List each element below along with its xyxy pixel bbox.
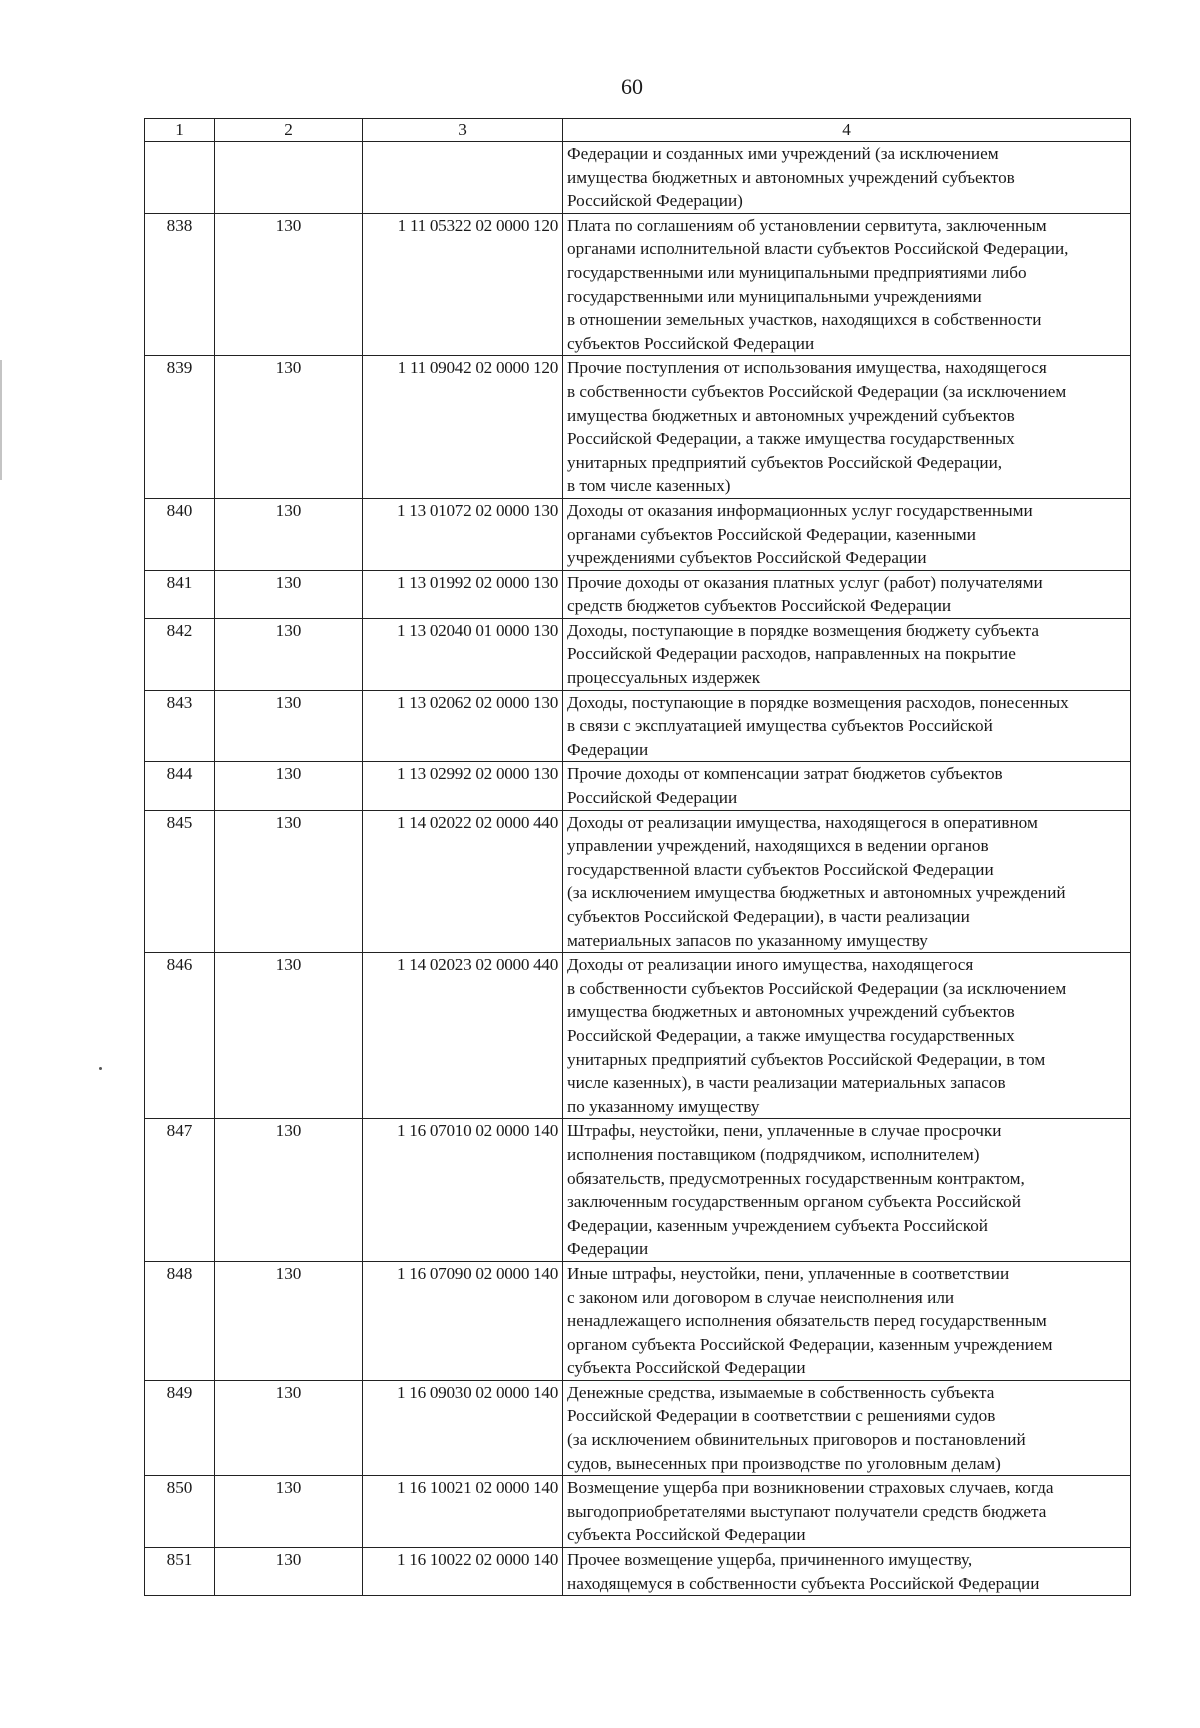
description-line: Прочие поступления от использования имущества, находящегося: [567, 358, 1047, 378]
budget-classification-code: 1 11 05322 02 0000 120: [363, 213, 563, 356]
budget-classification-code: 1 16 09030 02 0000 140: [363, 1380, 563, 1475]
row-type-code: 130: [215, 762, 363, 810]
revenue-description: [563, 762, 1131, 810]
description-line: в собственности субъектов Российской Федерации (за исключением: [567, 381, 1067, 401]
budget-classification-code: 1 16 07010 02 0000 140: [363, 1119, 563, 1262]
row-type-code: 130: [215, 1380, 363, 1475]
description-line: Штрафы, неустойки, пени, уплаченные в случае просрочки: [567, 1121, 1002, 1141]
description-line: органами субъектов Российской Федерации, казенными: [567, 524, 976, 544]
row-type-code: 130: [215, 213, 363, 356]
description-line: имущества бюджетных и автономных учреждений субъектов: [567, 1002, 1015, 1022]
table-row: [145, 953, 1131, 1119]
description-line: Прочие доходы от компенсации затрат бюджетов субъектов: [567, 764, 1003, 784]
table-row: [145, 498, 1131, 570]
description-line: унитарных предприятий субъектов Российской Федерации,: [567, 452, 1003, 472]
table-row: [145, 1476, 1131, 1548]
description-line: Федерации и созданных ими учреждений (за исключением: [567, 144, 999, 163]
revenue-description: [563, 570, 1131, 618]
description-line: Денежные средства, изымаемые в собственность субъекта: [567, 1382, 995, 1402]
description-line: Федерации, казенным учреждением субъекта Российской: [567, 1215, 988, 1235]
continuation-description: [563, 142, 1131, 214]
description-line: государственными или муниципальными предприятиями либо: [567, 262, 1027, 282]
revenue-description: [563, 618, 1131, 690]
description-line: имущества бюджетных и автономных учреждений субъектов: [567, 167, 1015, 187]
description-line: (за исключением обвинительных приговоров и постановлений: [567, 1430, 1026, 1450]
description-line: Плата по соглашениям об установлении сервитута, заключенным: [567, 215, 1047, 235]
table-row-continuation: [145, 142, 1131, 214]
description-line: Российской Федерации): [567, 191, 743, 211]
description-line: Возмещение ущерба при возникновении страховых случаев, когда: [567, 1478, 1054, 1498]
budget-classification-code: 1 16 07090 02 0000 140: [363, 1261, 563, 1380]
description-line: в собственности субъектов Российской Федерации (за исключением: [567, 978, 1067, 998]
row-number: 851: [145, 1548, 215, 1596]
description-line: Прочие доходы от оказания платных услуг (работ) получателями: [567, 572, 1043, 592]
description-line: субъектов Российской Федерации), в части реализации: [567, 907, 970, 926]
table-row: [145, 1548, 1131, 1596]
description-line: средств бюджетов субъектов Российской Федерации: [567, 596, 952, 616]
row-type-code: 130: [215, 1476, 363, 1548]
scan-margin-dot: [99, 1067, 102, 1070]
budget-classification-code: 1 13 01992 02 0000 130: [363, 570, 563, 618]
description-line: (за исключением имущества бюджетных и автономных учреждений: [567, 883, 1066, 903]
row-type-code: 130: [215, 810, 363, 953]
row-number: 844: [145, 762, 215, 810]
description-line: выгодоприобретателями выступают получатели средств бюджета: [567, 1501, 1047, 1521]
revenue-description: [563, 1380, 1131, 1475]
budget-classification-code: 1 16 10021 02 0000 140: [363, 1476, 563, 1548]
description-line: Российской Федерации: [567, 788, 738, 808]
description-line: Федерации: [567, 1239, 649, 1259]
description-line: управлении учреждений, находящихся в ведении органов: [567, 836, 989, 856]
row-number: 849: [145, 1380, 215, 1475]
description-line: Доходы от реализации имущества, находящегося в оперативном: [567, 812, 1038, 832]
row-number: 842: [145, 618, 215, 690]
description-line: по указанному имуществу: [567, 1096, 760, 1116]
row-type-code: 130: [215, 1261, 363, 1380]
description-line: процессуальных издержек: [567, 668, 761, 688]
row-type-code: 130: [215, 618, 363, 690]
revenue-description: [563, 810, 1131, 953]
row-number: 848: [145, 1261, 215, 1380]
table-header-row: [145, 119, 1131, 142]
description-line: Прочее возмещение ущерба, причиненного имуществу,: [567, 1550, 973, 1570]
description-line: ненадлежащего исполнения обязательств перед государственным: [567, 1311, 1047, 1331]
row-number: 839: [145, 356, 215, 499]
description-line: судов, вынесенных при производстве по уголовным делам): [567, 1453, 1001, 1473]
table-row: [145, 213, 1131, 356]
description-line: органом субъекта Российской Федерации, казенным учреждением: [567, 1334, 1053, 1354]
column-header: 4: [563, 119, 1131, 142]
description-line: заключенным государственным органом субъекта Российской: [567, 1192, 1021, 1212]
row-type-code: 130: [215, 570, 363, 618]
page-number: 60: [621, 74, 643, 99]
description-line: Доходы от реализации иного имущества, находящегося: [567, 955, 974, 975]
budget-classification-code: 1 11 09042 02 0000 120: [363, 356, 563, 499]
revenue-description: [563, 356, 1131, 499]
table-row: [145, 690, 1131, 762]
description-line: Российской Федерации, а также имущества государственных: [567, 429, 1015, 449]
row-number: 846: [145, 953, 215, 1119]
row-number: 840: [145, 498, 215, 570]
row-number: 845: [145, 810, 215, 953]
row-type-code: 130: [215, 356, 363, 499]
table-row: [145, 762, 1131, 810]
description-line: Доходы от оказания информационных услуг государственными: [567, 500, 1033, 520]
row-number: 850: [145, 1476, 215, 1548]
description-line: Российской Федерации расходов, направленных на покрытие: [567, 644, 1016, 664]
row-number: 847: [145, 1119, 215, 1262]
description-line: государственной власти субъектов Российской Федерации: [567, 859, 994, 879]
revenue-description: [563, 1261, 1131, 1380]
description-line: органами исполнительной власти субъектов Российской Федерации,: [567, 239, 1069, 259]
description-line: в том числе казенных): [567, 476, 731, 496]
table-row: [145, 810, 1131, 953]
description-line: Доходы, поступающие в порядке возмещения расходов, понесенных: [567, 692, 1069, 712]
row-number: 841: [145, 570, 215, 618]
column-header: 3: [363, 119, 563, 142]
scan-margin-mark: [0, 360, 2, 480]
row-type-code: 130: [215, 1119, 363, 1262]
description-line: Российской Федерации, а также имущества государственных: [567, 1025, 1015, 1045]
description-line: в отношении земельных участков, находящихся в собственности: [567, 310, 1042, 330]
budget-classification-code: 1 13 02992 02 0000 130: [363, 762, 563, 810]
row-type-code: 130: [215, 690, 363, 762]
description-line: в связи с эксплуатацией имущества субъектов Российской: [567, 716, 993, 736]
description-line: исполнения поставщиком (подрядчиком, исполнителем): [567, 1144, 980, 1164]
description-line: государственными или муниципальными учреждениями: [567, 286, 982, 306]
description-line: Доходы, поступающие в порядке возмещения бюджету субъекта: [567, 620, 1039, 640]
table-row: [145, 1380, 1131, 1475]
budget-classification-code: 1 13 01072 02 0000 130: [363, 498, 563, 570]
revenue-description: [563, 213, 1131, 356]
table-row: [145, 618, 1131, 690]
table-row: [145, 1119, 1131, 1262]
description-line: унитарных предприятий субъектов Российской Федерации, в том: [567, 1049, 1046, 1069]
description-line: субъекта Российской Федерации: [567, 1358, 806, 1378]
row-type-code: 130: [215, 1548, 363, 1596]
budget-classification-code: 1 13 02040 01 0000 130: [363, 618, 563, 690]
column-header: 2: [215, 119, 363, 142]
revenue-description: [563, 1548, 1131, 1596]
row-type-code: 130: [215, 498, 363, 570]
column-header: 1: [145, 119, 215, 142]
table-row: [145, 1261, 1131, 1380]
description-line: Иные штрафы, неустойки, пени, уплаченные в соответствии: [567, 1263, 1010, 1283]
budget-classification-code: 1 13 02062 02 0000 130: [363, 690, 563, 762]
budget-classification-code: 1 16 10022 02 0000 140: [363, 1548, 563, 1596]
description-line: имущества бюджетных и автономных учреждений субъектов: [567, 405, 1015, 425]
description-line: субъекта Российской Федерации: [567, 1525, 806, 1545]
revenue-description: [563, 498, 1131, 570]
budget-classification-code: 1 14 02023 02 0000 440: [363, 953, 563, 1119]
description-line: учреждениями субъектов Российской Федерации: [567, 548, 927, 568]
description-line: с законом или договором в случае неисполнения или: [567, 1287, 955, 1307]
description-line: числе казенных), в части реализации материальных запасов: [567, 1073, 1006, 1093]
revenue-codes-table: [144, 118, 1131, 1596]
description-line: материальных запасов по указанному имуществу: [567, 930, 928, 950]
budget-classification-code: 1 14 02022 02 0000 440: [363, 810, 563, 953]
revenue-description: [563, 690, 1131, 762]
row-number: 843: [145, 690, 215, 762]
description-line: находящемуся в собственности субъекта Российской Федерации: [567, 1573, 1040, 1593]
description-line: обязательств, предусмотренных государственным контрактом,: [567, 1168, 1025, 1188]
row-number: 838: [145, 213, 215, 356]
description-line: Федерации: [567, 739, 649, 759]
description-line: субъектов Российской Федерации: [567, 333, 815, 353]
row-type-code: 130: [215, 953, 363, 1119]
revenue-description: [563, 1476, 1131, 1548]
description-line: Российской Федерации в соответствии с решениями судов: [567, 1406, 996, 1426]
revenue-description: [563, 953, 1131, 1119]
table-row: [145, 570, 1131, 618]
revenue-description: [563, 1119, 1131, 1262]
table-row: [145, 356, 1131, 499]
